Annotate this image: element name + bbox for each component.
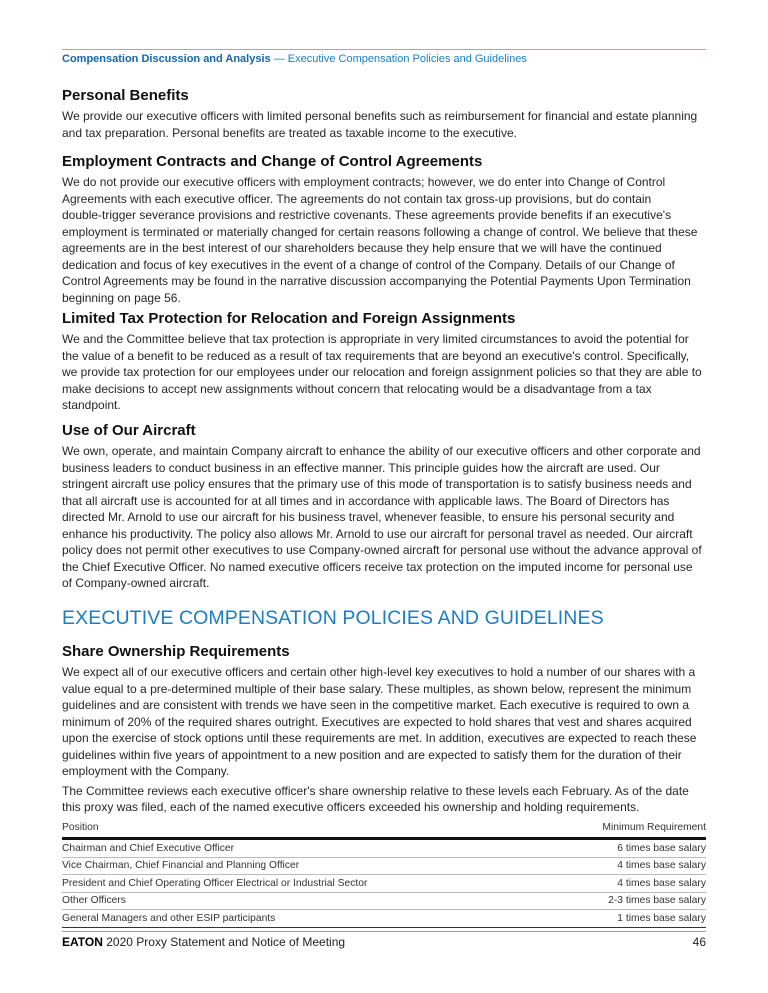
header-separator: — (270, 53, 288, 65)
table-row (62, 910, 706, 928)
text-line: We own, operate, and maintain Company aircraft to enhance the ability of our executive officers and other corporate and (62, 444, 701, 458)
section-heading: Personal Benefits (62, 87, 189, 104)
text-line: agreements are in the best interest of our shareholders because they help ensure that we will have the continued (62, 241, 662, 255)
major-heading: EXECUTIVE COMPENSATION POLICIES AND GUIDELINES (62, 607, 604, 629)
section-heading: Share Ownership Requirements (62, 643, 290, 660)
text-line: directed Mr. Arnold to use our aircraft for his business travel, whenever feasible, to ensure his personal security and (62, 510, 675, 524)
paragraph (62, 108, 706, 141)
paragraph (62, 331, 706, 414)
text-line: We and the Committee believe that tax protection is appropriate in very limited circumstances to avoid the potential for (62, 332, 689, 346)
text-line: of Company-owned aircraft. (62, 576, 210, 590)
text-line: guidelines and are consistent with trends we have seen in the competitive market. Each executive is required to own a (62, 698, 690, 712)
table-header-row (62, 820, 706, 839)
text-line: we provide tax protection for our employees under our relocation and foreign assignment policies so that they are able to (62, 365, 702, 379)
paragraph (62, 664, 706, 780)
requirement-cell: 4 times base salary (543, 875, 706, 893)
text-line: double-trigger severance provisions and restrictive covenants. These agreements provide benefits if an executive's (62, 208, 672, 222)
paragraph (62, 443, 706, 592)
text-line: upon the exercise of stock options until these requirements are met. In addition, executives are expected to reach these (62, 731, 697, 745)
paragraph (62, 174, 706, 306)
position-cell: Vice Chairman, Chief Financial and Planning Officer (62, 857, 543, 875)
table-row (62, 875, 706, 893)
footer-rule (62, 931, 706, 932)
text-line: We do not provide our executive officers with employment contracts; however, we do enter into Change of Control (62, 175, 666, 189)
text-line: We expect all of our executive officers and certain other high-level key executives to hold a number of our shares with a (62, 665, 696, 679)
text-line: Agreements with each executive officer. The agreements do not contain tax gross-up provisions, but do contain (62, 191, 652, 206)
section-personal-benefits (62, 87, 706, 141)
text-line: the Chief Executive Officer. No named executive officers receive tax protection on the imputed income for personal use (62, 559, 693, 574)
footer-brand: EATON (62, 935, 103, 949)
table-row (62, 857, 706, 875)
footer-title-text: 2020 Proxy Statement and Notice of Meeting (102, 935, 346, 949)
section-heading: Use of Our Aircraft (62, 422, 196, 439)
position-cell: Chairman and Chief Executive Officer (62, 839, 543, 858)
text-line: Control Agreements may be found in the narrative discussion accompanying the Potential Payments Upon Termination (62, 274, 691, 288)
text-line: and tax preparation. Personal benefits are treated as taxable income to the executive. (62, 125, 517, 140)
text-line: that all aircraft use is accounted for at all times and in accordance with applicable laws. The Board of Directors has (62, 493, 670, 508)
section-heading: Employment Contracts and Change of Control Agreements (62, 153, 483, 170)
header-subsection: Executive Compensation Policies and Guidelines (287, 53, 527, 65)
ownership-table-wrap (62, 820, 706, 928)
text-line: make decisions to accept new assignments without concern that relocating would be a disadvantage from a tax (62, 381, 652, 396)
paragraph (62, 783, 706, 816)
requirement-cell: 6 times base salary (543, 839, 706, 858)
table-row (62, 839, 706, 858)
text-line: the value of a benefit to be reduced as a result of tax requirements that are beyond an executive's control. Specifically, (62, 348, 690, 363)
section-aircraft (62, 422, 706, 592)
text-line: We provide our executive officers with limited personal benefits such as reimbursement for financial and estate planning (62, 109, 698, 123)
section-share-ownership (62, 643, 706, 816)
text-line: stringent aircraft use policy ensures that the primary use of this mode of transportation is to satisfy business needs and (62, 477, 692, 491)
section-tax-protection (62, 310, 706, 414)
text-line: employment with the Company. (62, 764, 230, 778)
section-heading: Limited Tax Protection for Relocation and Foreign Assignments (62, 310, 516, 327)
section-employment-contracts (62, 153, 706, 306)
text-line: dedication and focus of key executives in the event of a change of control of the Company. Details of our Change of (62, 257, 675, 272)
text-line: minimum of 20% of the required shares outright. Executives are expected to hold shares that vest and shares acquired (62, 714, 692, 729)
header-rule (62, 49, 706, 50)
footer-title (62, 935, 345, 949)
column-header-requirement: Minimum Requirement (543, 820, 706, 839)
header-section: Compensation Discussion and Analysis (62, 53, 271, 65)
column-header-position: Position (62, 820, 543, 839)
page-footer (62, 935, 706, 949)
requirement-cell: 2-3 times base salary (543, 892, 706, 910)
text-line: standpoint. (62, 398, 121, 412)
position-cell: General Managers and other ESIP participants (62, 910, 543, 928)
requirement-cell: 4 times base salary (543, 857, 706, 875)
text-line: business leaders to conduct business in an effective manner. This principle guides how the aircraft are used. Our (62, 460, 660, 475)
text-line: employment is terminated or materially changed for certain reasons following a change of control. We believe that these (62, 224, 698, 239)
text-line: The Committee reviews each executive officer's share ownership relative to these levels each February. As of the date (62, 783, 689, 798)
text-line: value equal to a pre-determined multiple of their base salary. These multiples, as shown below, represent the minimum (62, 681, 692, 696)
page-number: 46 (692, 935, 706, 949)
position-cell: Other Officers (62, 892, 543, 910)
position-cell: President and Chief Operating Officer Electrical or Industrial Sector (62, 875, 543, 893)
table-row (62, 892, 706, 910)
text-line: beginning on page 56. (62, 290, 181, 305)
text-line: guidelines within five years of appointment to a new position and are expected to satisfy them for the duration of their (62, 747, 682, 762)
requirement-cell: 1 times base salary (543, 910, 706, 928)
text-line: this proxy was filed, each of the named executive officers exceeded his ownership and holding requirements. (62, 800, 640, 814)
running-header (62, 53, 706, 65)
ownership-table (62, 820, 706, 928)
text-line: enhance his productivity. The policy also allows Mr. Arnold to use our aircraft for personal travel as needed. Our aircraft (62, 526, 693, 541)
text-line: policy does not permit other executives to use Company-owned aircraft for personal use without the advance approval of (62, 543, 702, 557)
